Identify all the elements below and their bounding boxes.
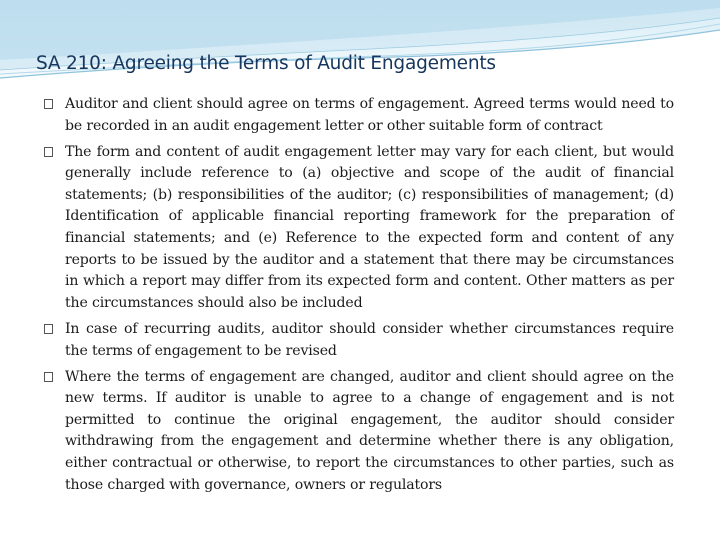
square-bullet-icon (44, 147, 53, 157)
list-item (44, 94, 674, 137)
slide-title: SA 210: Agreeing the Terms of Audit Engagements (36, 53, 496, 74)
square-bullet-icon (44, 372, 53, 382)
list-item (44, 367, 674, 497)
list-item (44, 319, 674, 362)
square-bullet-icon (44, 324, 53, 334)
bullet-text: In case of recurring audits, auditor should consider whether circumstances require the terms of engagement to be revised (65, 320, 674, 359)
bullet-text: Auditor and client should agree on terms of engagement. Agreed terms would need to be recorded in an audit engagement letter or other suitable form of contract (65, 96, 674, 134)
square-bullet-icon (44, 99, 53, 109)
list-item (44, 142, 674, 315)
bullet-text: The form and content of audit engagement letter may vary for each client, but would generally include reference to (a) objective and scope of the audit of financial statements; (b) responsibilities of the auditor; (c) responsibilities of management; (d) Identification of applicable financial reporting framework for the preparation of financial statements; and (e) Reference to the expected form and content of any reports to be issued by the auditor and a statement that there may be circumstances in which a report may differ from its expected form and content. Other matters as per the circumstances should also be included (65, 143, 674, 311)
header-wave-banner (0, 0, 720, 90)
bullet-list (44, 94, 674, 501)
bullet-text: Where the terms of engagement are changed, auditor and client should agree on the new terms. If auditor is unable to agree to a change of engagement and is not permitted to continue the original engagement, the auditor should consider withdrawing from the engagement and determine whether there is any obligation, either contractual or otherwise, to report the circumstances to other parties, such as those charged with governance, owners or regulators (65, 368, 674, 493)
